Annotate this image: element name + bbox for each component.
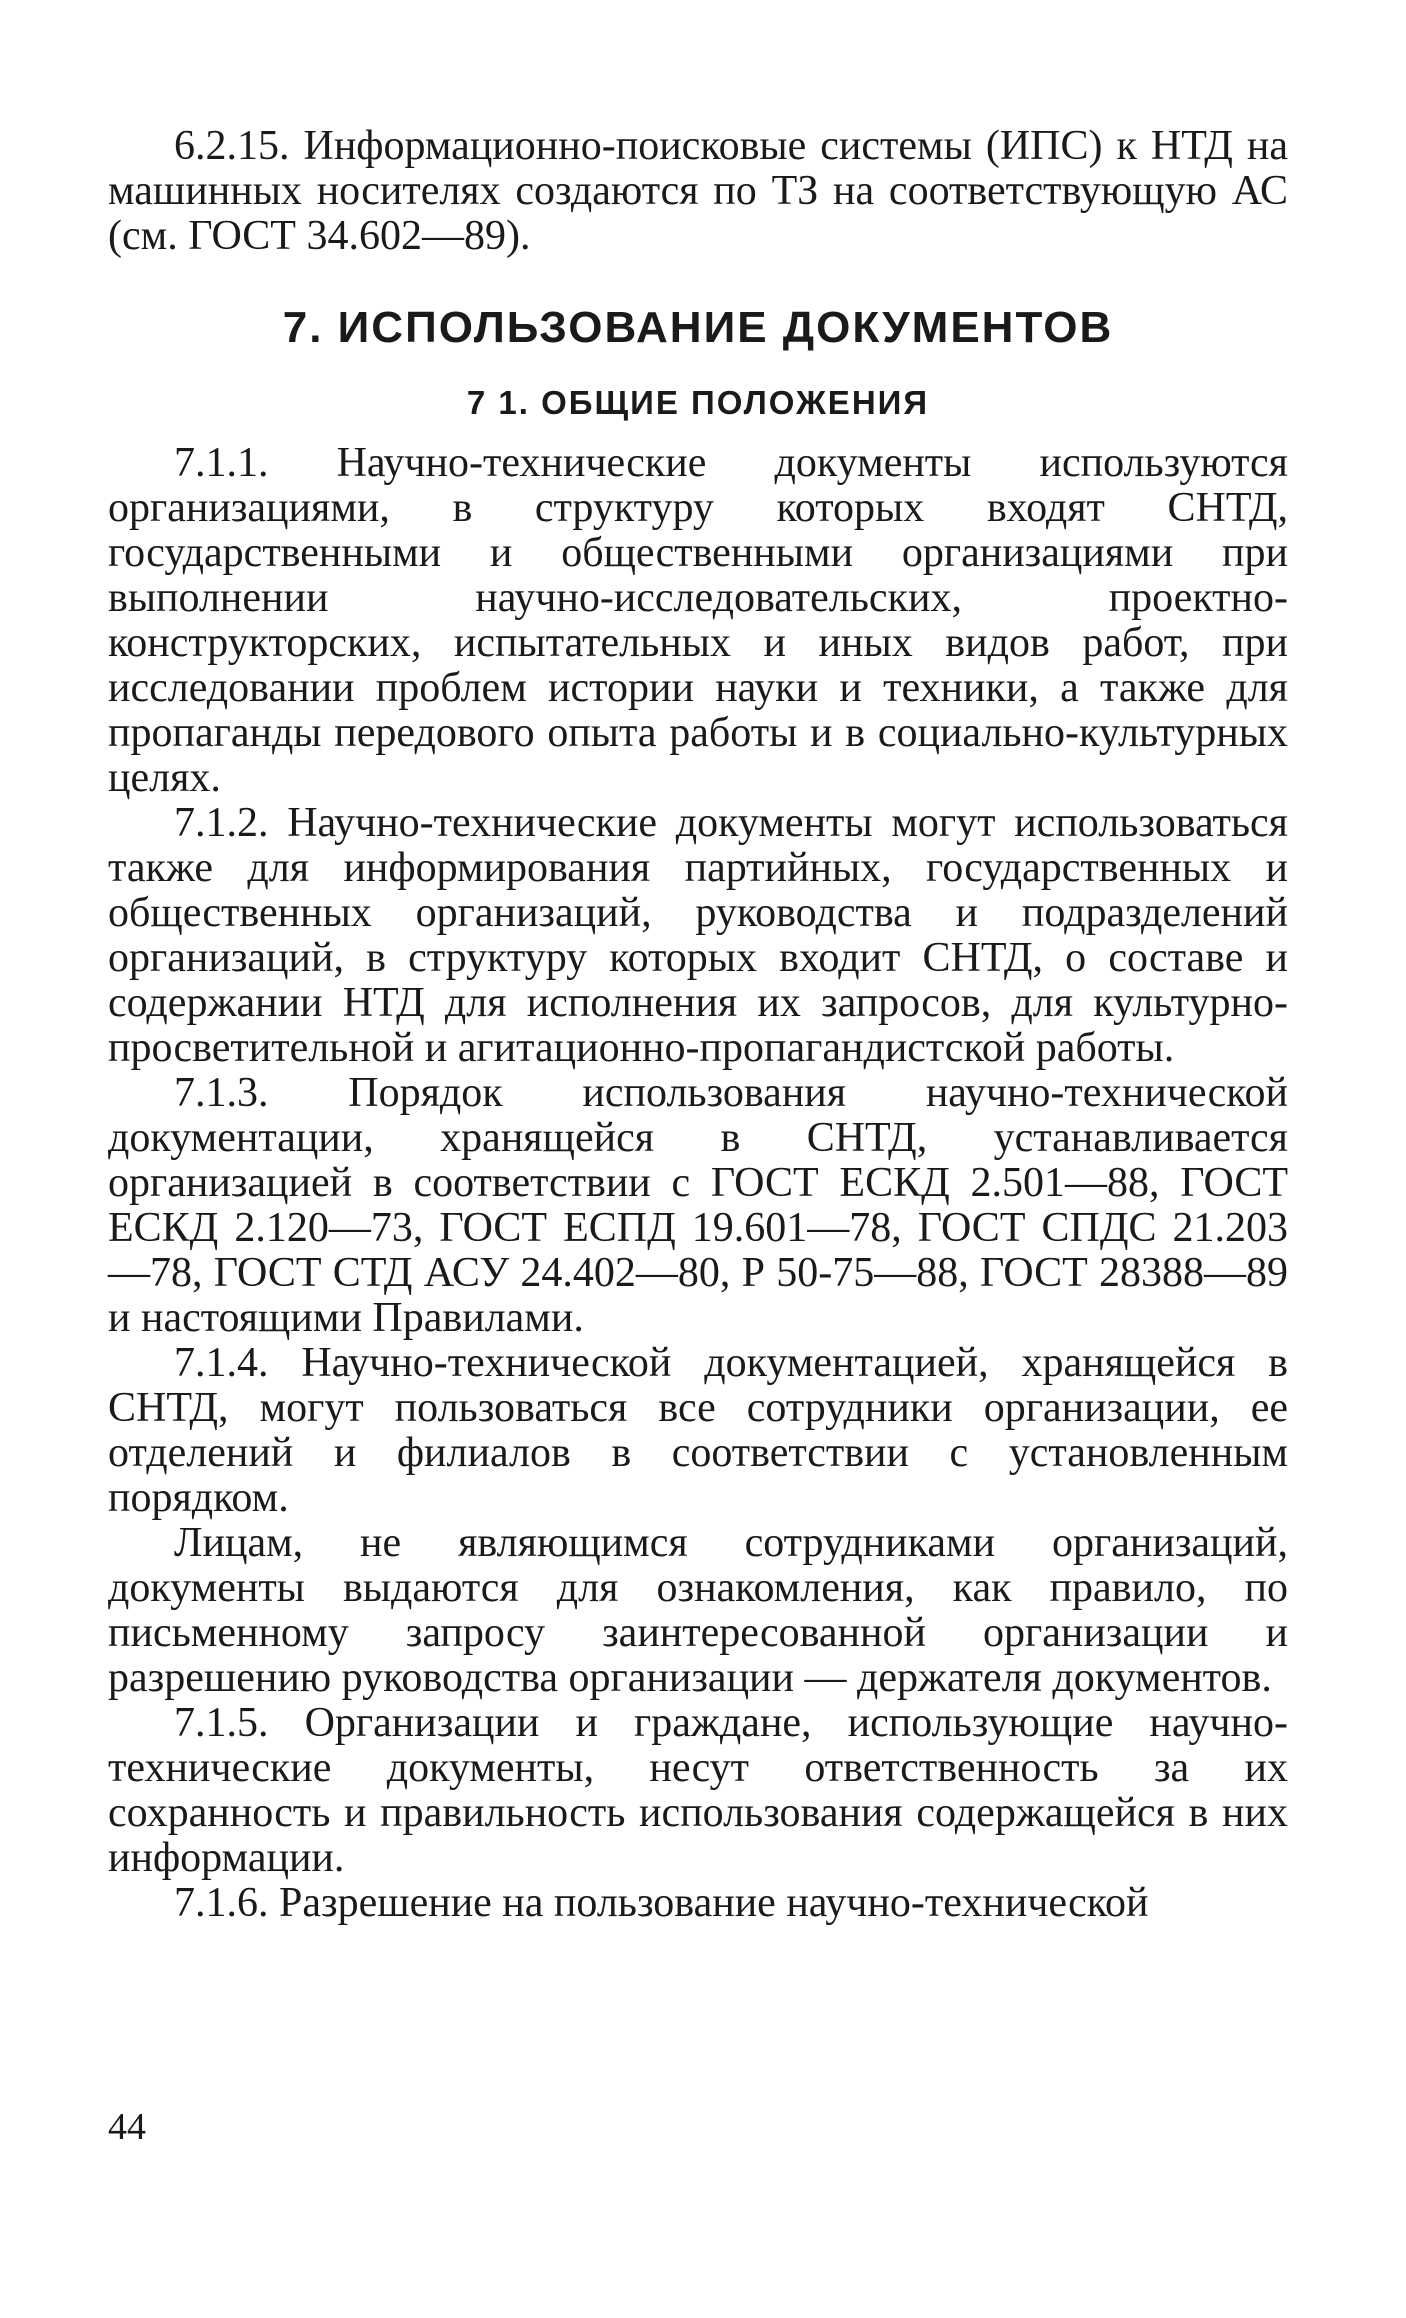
paragraph-6-2-15: 6.2.15. Информационно-поисковые системы (ИПС) к НТД на машинных носителях создаются по ТЗ на соответствующую АС (см. ГОСТ 34.602—89). <box>108 123 1288 259</box>
paragraph-7-1-1: 7.1.1. Научно-технические документы используются организациями, в структуру которых входят СНТД, государственными и общественными организациями при выполнении научно-исследовательских, проектно-конструкторских, испытательных и иных видов работ, при исследовании проблем истории науки и техники, а также для пропаганды передового опыта работы и в социально-культурных целях. <box>108 440 1288 801</box>
paragraph-7-1-2: 7.1.2. Научно-технические документы могут использоваться также для информирования партийных, государственных и общественных организаций, руководства и подразделений организаций, в структуру которых входит СНТД, о составе и содержании НТД для исполнения их запросов, для культурно-просветительной и агитационно-пропагандистской работы. <box>108 800 1288 1071</box>
paragraph-7-1-6: 7.1.6. Разрешение на пользование научно-технической <box>174 1880 1149 1926</box>
section-title: 7. ИСПОЛЬЗОВАНИЕ ДОКУМЕНТОВ <box>282 303 1114 352</box>
page-number: 44 <box>108 2106 146 2148</box>
paragraph-non-employees: Лицам, не являющимся сотрудниками организаций, документы выдаются для ознакомления, как правило, по письменному запросу заинтересованной организации и разрешению руководства организации — держателя документов. <box>108 1520 1288 1701</box>
document-page <box>108 124 1288 1926</box>
paragraph-7-1-5: 7.1.5. Организации и граждане, использующие научно-технические документы, несут ответственность за их сохранность и правильность использования содержащейся в них информации. <box>108 1700 1288 1881</box>
subsection-title: 7 1. ОБЩИЕ ПОЛОЖЕНИЯ <box>466 384 930 421</box>
paragraph-7-1-3: 7.1.3. Порядок использования научно-технической документации, хранящейся в СНТД, устанавливается организацией в соответствии с ГОСТ ЕСКД 2.501—88, ГОСТ ЕСКД 2.120—73, ГОСТ ЕСПД 19.601—78, ГОСТ СПДС 21.203—78, ГОСТ СТД АСУ 24.402—80, Р 50-75—88, ГОСТ 28388—89 и настоящими Правилами. <box>108 1070 1288 1341</box>
paragraph-7-1-4: 7.1.4. Научно-технической документацией, хранящейся в СНТД, могут пользоваться все сотрудники организации, ее отделений и филиалов в соответствии с установленным порядком. <box>108 1340 1288 1521</box>
